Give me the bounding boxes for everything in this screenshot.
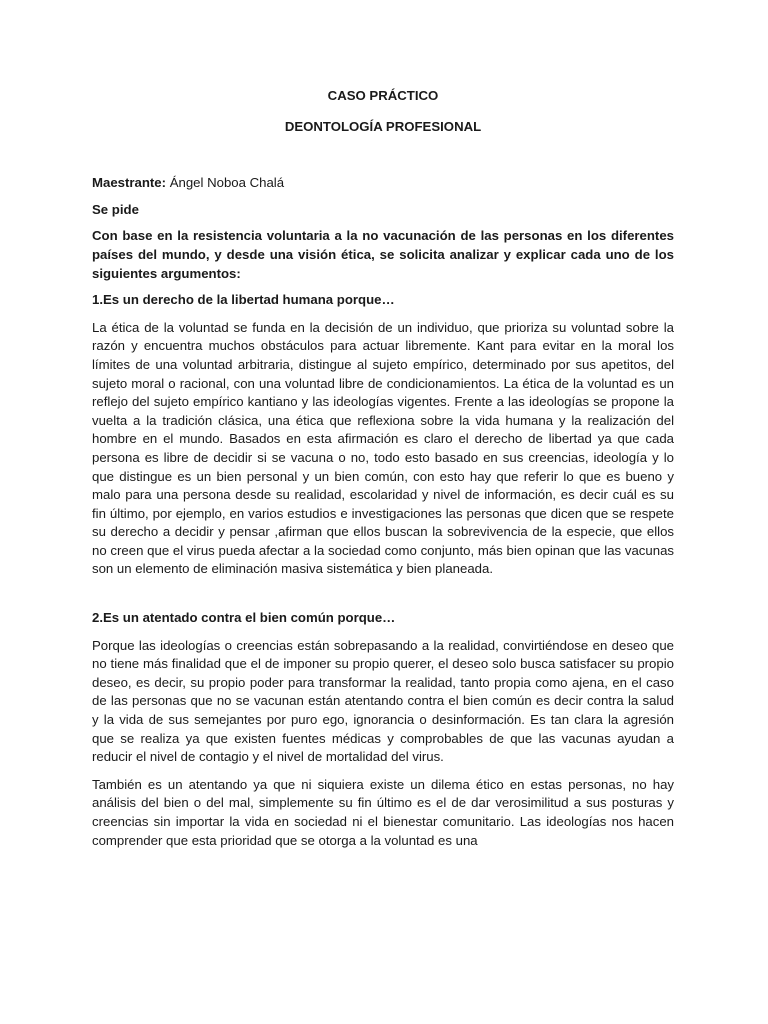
section-1-heading: 1.Es un derecho de la libertad humana porque… (92, 292, 395, 308)
maestrante-label: Maestrante: (92, 175, 167, 191)
intro-paragraph: Con base en la resistencia voluntaria a la no vacunación de las personas en los diferentes países del mundo, y desde una visión ética, se solicita analizar y explicar cada uno de los siguientes argumentos: (92, 228, 674, 281)
maestrante-line (92, 174, 674, 193)
section-1-body: La ética de la voluntad se funda en la decisión de un individuo, que prioriza su voluntad sobre la razón y encuentra muchos obstáculos para actuar libremente. Kant para evitar en la moral los límites de una voluntad arbitraria, distingue al sujeto empírico, determinado por sus apetitos, del sujeto moral o racional, con una voluntad libre de condicionamientos. La ética de la voluntad es un reflejo del sujeto empírico kantiano y las ideologías vigentes. Frente a las ideologías se propone la vuelta a la tradición clásica, una ética que reflexiona sobre la vida humana y la realización del hombre en el mundo. Basados en esta afirmación es claro el derecho de libertad ya que cada persona es libre de decidir si se vacuna o no, todo esto basado en sus creencias, ideología y lo que distingue es un bien personal y un bien común, con esto hay que referir lo que es bueno y malo para una persona desde su realidad, escolaridad y nivel de información, es decir cuál es su fin último, por ejemplo, en varios estudios e investigaciones las personas que dicen que se respete su derecho a decidir y pensar ,afirman que ellos buscan la sobrevivencia de la especie, que ellos no creen que el virus pueda afectar a la sociedad como conjunto, más bien opinan que las vacunas son un elemento de eliminación masiva sistemática y bien planeada. (92, 319, 674, 577)
document-content (92, 87, 674, 850)
document-title: CASO PRÁCTICO (327, 88, 439, 103)
section-2-body-1: Porque las ideologías o creencias están sobrepasando a la realidad, convirtiéndose en deseo que no tiene más finalidad que el de imponer su propio querer, el deseo solo busca satisfacer su propio deseo, es decir, su propio poder para transformar la realidad, tanto propia como ajena, en el caso de las personas que no se vacunan están atentando contra el bien común es decir contra la salud y la vida de sus semejantes por puro ego, ignorancia o desinformación. Es tan clara la agresión que se realiza ya que existen fuentes médicas y comprobables de que las vacunas ayudan a reducir el nivel de contagio y el nivel de mortalidad del virus. (92, 637, 674, 765)
section-2-body-2: También es un atentando ya que ni siquiera existe un dilema ético en estas personas, no hay análisis del bien o del mal, simplemente su fin último es el de dar verosimilitud a sus posturas y creencias sin importar la vida en sociedad ni el bienestar comunitario. Las ideologías nos hacen comprender que esta prioridad que se otorga a la voluntad es una (92, 776, 674, 848)
section-2-heading: 2.Es un atentado contra el bien común porque… (92, 610, 396, 626)
maestrante-name: Ángel Noboa Chalá (166, 175, 285, 191)
se-pide-heading: Se pide (92, 201, 139, 217)
document-subtitle: DEONTOLOGÍA PROFESIONAL (284, 118, 482, 134)
